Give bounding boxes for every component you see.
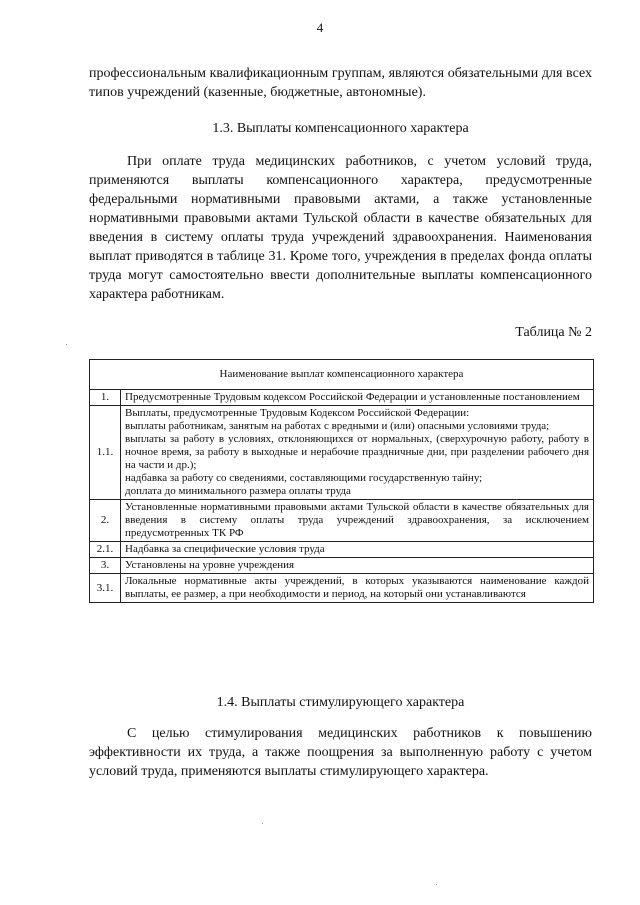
row-text (121, 542, 594, 558)
stimulating-paragraph: С целью стимулирования медицинских работников к повышению эффективности их труда, а также поощрения за выполненную работу с учетом условий труда, применяются выплаты стимулирующего характера. (89, 726, 592, 779)
row-line: Локальные нормативные акты учреждений, в которых указываются наименование каждой выплаты, ее размер, а при необходимости и период, на который они устанавливаются (125, 575, 589, 600)
row-number: 1. (90, 390, 121, 406)
intro-paragraph: профессиональным квалификационным группам, являются обязательными для всех типов учреждений (казенные, бюджетные, автономные). (89, 66, 592, 100)
table-header-row (90, 360, 594, 390)
section-heading-1-4: 1.4. Выплаты стимулирующего характера (216, 695, 465, 710)
row-text (121, 500, 594, 542)
row-text (121, 406, 594, 500)
row-number: 1.1. (90, 406, 121, 500)
row-line: Надбавка за специфические условия труда (125, 543, 325, 555)
table-row (90, 558, 594, 574)
page-number: 4 (316, 20, 324, 35)
table-row (90, 390, 594, 406)
row-text (121, 574, 594, 603)
row-text (121, 558, 594, 574)
section-heading-1-3: 1.3. Выплаты компенсационного характера (212, 121, 469, 136)
row-line: Предусмотренные Трудовым кодексом Российской Федерации и установленные постановлением (125, 391, 580, 403)
scan-speck (436, 884, 437, 885)
row-line: Установлены на уровне учреждения (125, 559, 295, 571)
scan-speck (66, 344, 67, 345)
row-line: доплата до минимального размера оплаты труда (125, 485, 351, 497)
table-header-cell: Наименование выплат компенсационного характера (90, 360, 594, 390)
row-line: выплаты за работу в условиях, отклоняющихся от нормальных, (сверхурочную работу, работу в ночное время, за работу в выходные и нерабочие праздничные дни, при разделении рабочего дня на части и др.); (125, 433, 589, 471)
row-line: надбавка за работу со сведениями, составляющими государственную тайну; (125, 472, 483, 484)
row-text (121, 390, 594, 406)
table-row (90, 542, 594, 558)
scan-speck (262, 823, 263, 824)
row-line: Выплаты, предусмотренные Трудовым Кодексом Российской Федерации: (125, 407, 470, 419)
row-number: 2.1. (90, 542, 121, 558)
compensation-payments-table (89, 359, 594, 603)
row-number: 3.1. (90, 574, 121, 603)
table-row (90, 574, 594, 603)
table-label: Таблица № 2 (515, 325, 592, 340)
row-number: 2. (90, 500, 121, 542)
row-line: Установленные нормативными правовыми актами Тульской области в качестве обязательных для введения в систему оплаты труда учреждений здравоохранения, за исключением предусмотренных ТК РФ (125, 501, 589, 539)
row-number: 3. (90, 558, 121, 574)
table-row (90, 500, 594, 542)
compensation-paragraph: При оплате труда медицинских работников, с учетом условий труда, применяются выплаты компенсационного характера, предусмотренные федеральными нормативными правовыми актами, а также установленные нормативными правовыми актами Тульской области в качестве обязательных для введения в систему оплаты труда учреждений здравоохранения. Наименования выплат приводятся в таблице 31. Кроме того, учреждения в пределах фонда оплаты труда могут самостоятельно ввести дополнительные выплаты компенсационного характера работникам. (89, 154, 592, 302)
table-row (90, 406, 594, 500)
row-line: выплаты работникам, занятым на работах с вредными и (или) опасными условиями труда; (125, 420, 550, 432)
